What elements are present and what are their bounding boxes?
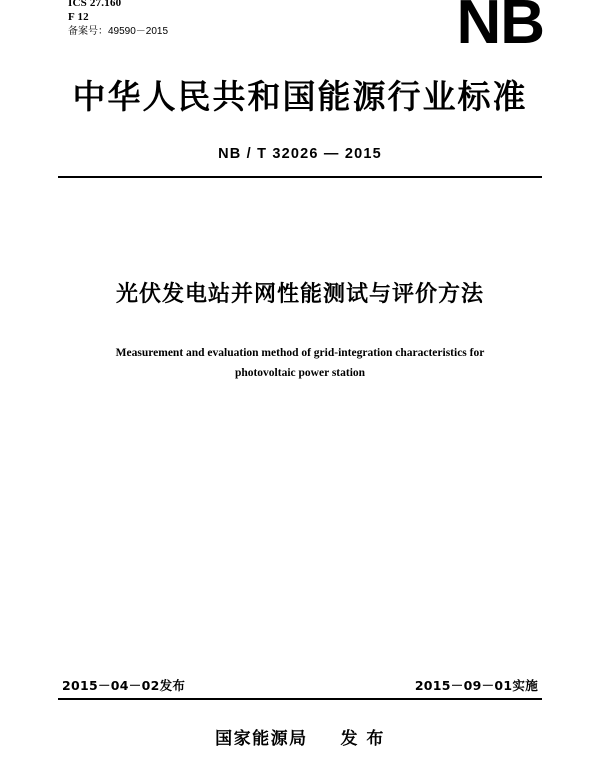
ics-code: ICS 27.160 <box>68 0 122 9</box>
publisher-action: 发 布 <box>340 729 385 749</box>
code-block <box>68 0 168 39</box>
nb-logo: NB <box>456 0 544 57</box>
record-number: 备案号：49590－2015 <box>68 26 169 37</box>
standard-number: NB / T 32026 — 2015 <box>218 146 382 162</box>
issuer-title: 中华人民共和国能源行业标准 <box>72 77 528 116</box>
document-title-english-line1: Measurement and evaluation method of grid-integration characteristics for <box>115 347 485 359</box>
divider-top <box>58 176 542 178</box>
effective-date: 2015－09－01实施 <box>414 678 538 693</box>
document-title-english-line2: photovoltaic power station <box>234 367 366 379</box>
document-title-chinese: 光伏发电站并网性能测试与评价方法 <box>115 282 484 307</box>
publisher-line <box>0 724 600 749</box>
issue-date: 2015－04－02发布 <box>62 678 186 693</box>
document-title-english <box>90 343 510 383</box>
divider-bottom <box>58 698 542 700</box>
publisher-name: 国家能源局 <box>215 729 308 749</box>
classification-code: F 12 <box>68 11 89 23</box>
